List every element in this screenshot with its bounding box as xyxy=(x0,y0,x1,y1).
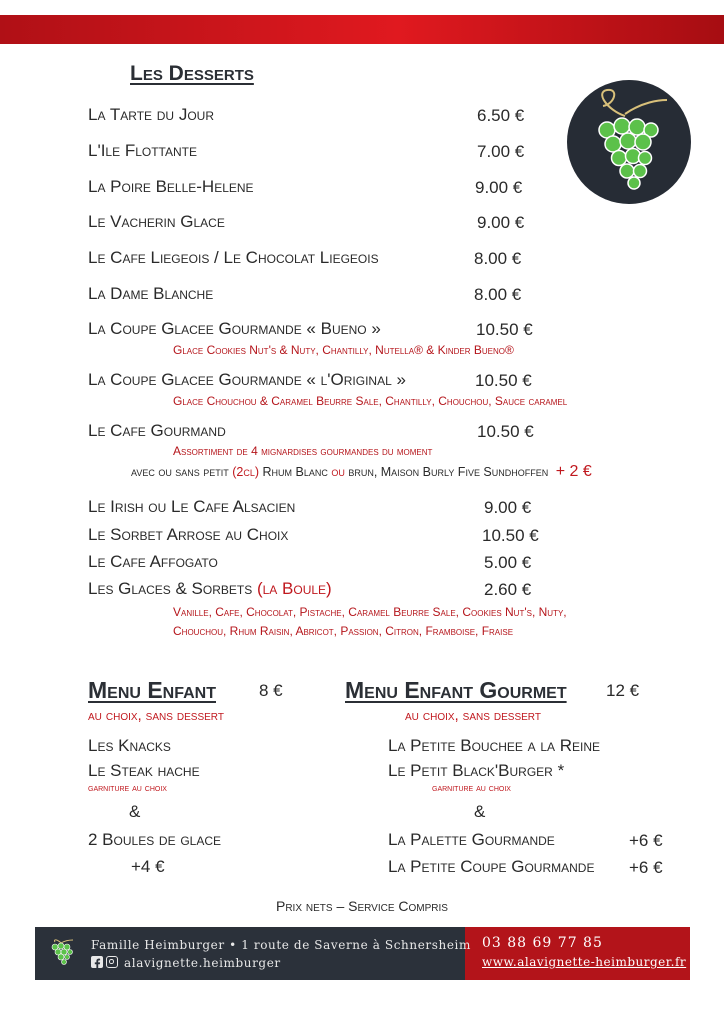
instagram-icon[interactable] xyxy=(106,956,118,968)
dessert-name-suffix: (la Boule) xyxy=(256,579,332,598)
grape-logo-icon xyxy=(567,80,691,204)
dessert-name: La Coupe Glacee Gourmande « l'Original » xyxy=(88,370,406,389)
menu-item-extra: +6 € xyxy=(629,831,663,850)
dessert-price: 10.50 € xyxy=(476,320,533,339)
ampersand: & xyxy=(129,802,141,821)
menu-gourmet-subtitle: au choix, sans dessert xyxy=(405,708,541,724)
dessert-price: 7.00 € xyxy=(477,142,525,161)
menu-gourmet-title: Menu Enfant Gourmet xyxy=(345,677,567,703)
dessert-name: La Coupe Glacee Gourmande « Bueno » xyxy=(88,319,381,338)
menu-enfant-subtitle: au choix, sans dessert xyxy=(88,708,224,724)
facebook-icon[interactable] xyxy=(91,956,103,968)
footer-phone[interactable]: 03 88 69 77 85 xyxy=(482,935,603,951)
option-text: (2cl) xyxy=(232,465,260,479)
dessert-name: Le Sorbet Arrose au Choix xyxy=(88,525,289,544)
menu-item: La Petite Bouchee a la Reine xyxy=(388,736,601,755)
footer-social-handle[interactable]: alavignette.heimburger xyxy=(124,956,281,970)
garniture-note: garniture au choix xyxy=(432,782,511,794)
option-text: brun, Maison Burly Five Sundhoffen xyxy=(344,465,549,479)
dessert-name-text: Les Glaces & Sorbets xyxy=(88,579,253,598)
dessert-description: Glace Cookies Nut's & Nuty, Chantilly, Nutella® & Kinder Bueno® xyxy=(173,343,514,357)
dessert-name: Le Cafe Affogato xyxy=(88,552,218,571)
garniture-note: garniture au choix xyxy=(88,782,167,794)
menu-item-extra: +4 € xyxy=(131,857,165,876)
menu-item: La Palette Gourmande xyxy=(388,830,555,849)
menu-enfant-title: Menu Enfant xyxy=(88,677,216,703)
dessert-price: 10.50 € xyxy=(477,422,534,441)
dessert-name: Le Cafe Gourmand xyxy=(88,421,226,440)
dessert-description: Vanille, Cafe, Chocolat, Pistache, Caramel Beurre Sale, Cookies Nut's, Nuty, xyxy=(173,605,567,619)
dessert-price: 9.00 € xyxy=(484,498,532,517)
dessert-name: Le Vacherin Glace xyxy=(88,212,225,231)
cafe-option xyxy=(131,463,592,481)
dessert-name: La Dame Blanche xyxy=(88,284,214,303)
menu-gourmet-price: 12 € xyxy=(606,681,640,700)
dessert-name: Le Irish ou Le Cafe Alsacien xyxy=(88,497,296,516)
dessert-name: La Tarte du Jour xyxy=(88,105,214,124)
dessert-description: Chouchou, Rhum Raisin, Abricot, Passion, Citron, Framboise, Fraise xyxy=(173,624,514,638)
menu-item: Le Petit Black'Burger * xyxy=(388,761,565,780)
menu-item: La Petite Coupe Gourmande xyxy=(388,857,595,876)
price-note: Prix nets – Service Compris xyxy=(276,898,448,914)
footer-address: Famille Heimburger • 1 route de Saverne à Schnersheim xyxy=(91,938,471,952)
dessert-name: La Poire Belle-Helene xyxy=(88,177,254,196)
footer-website-link[interactable]: www.alavignette-heimburger.fr xyxy=(482,955,687,969)
dessert-price: 5.00 € xyxy=(484,553,532,572)
menu-item: Les Knacks xyxy=(88,736,171,755)
option-text: avec ou sans petit xyxy=(131,465,233,479)
dessert-price: 6.50 € xyxy=(477,106,525,125)
top-banner xyxy=(0,15,724,44)
option-text: Rhum Blanc xyxy=(259,465,332,479)
dessert-name xyxy=(88,579,332,599)
dessert-price: 9.00 € xyxy=(475,178,523,197)
dessert-name: L'Ile Flottante xyxy=(88,141,197,160)
dessert-price: 8.00 € xyxy=(474,285,522,304)
dessert-name: Le Cafe Liegeois / Le Chocolat Liegeois xyxy=(88,248,379,267)
page-title: Les Desserts xyxy=(130,62,254,85)
grape-logo-icon xyxy=(49,937,75,969)
ampersand: & xyxy=(474,802,486,821)
dessert-price: 10.50 € xyxy=(482,526,539,545)
menu-item-extra: +6 € xyxy=(629,858,663,877)
dessert-description: Glace Chouchou & Caramel Beurre Sale, Chantilly, Chouchou, Sauce caramel xyxy=(173,394,568,408)
option-text: ou xyxy=(331,465,345,479)
option-extra-price: + 2 € xyxy=(555,463,592,480)
menu-item: 2 Boules de glace xyxy=(88,830,221,849)
dessert-price: 2.60 € xyxy=(484,580,532,599)
menu-enfant-price: 8 € xyxy=(259,681,283,700)
dessert-description: Assortiment de 4 mignardises gourmandes du moment xyxy=(173,444,433,458)
menu-item: Le Steak hache xyxy=(88,761,200,780)
dessert-price: 10.50 € xyxy=(475,371,532,390)
dessert-price: 9.00 € xyxy=(477,213,525,232)
dessert-price: 8.00 € xyxy=(474,249,522,268)
